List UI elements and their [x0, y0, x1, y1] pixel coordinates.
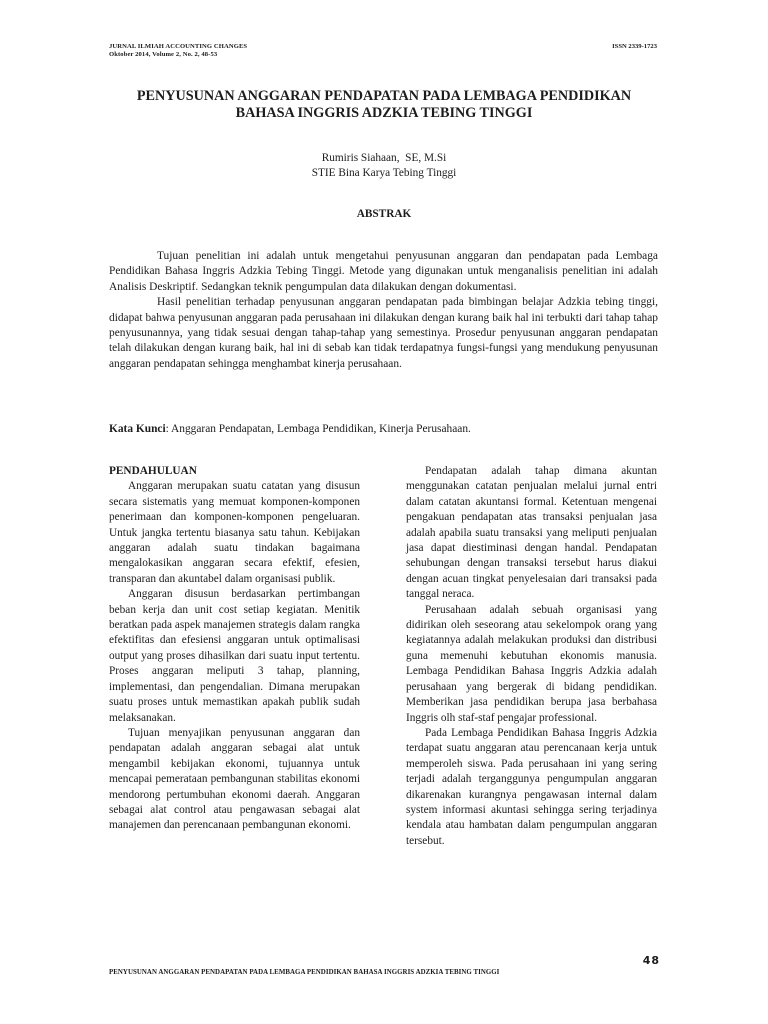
abstract-body	[109, 249, 658, 372]
right-column	[406, 464, 657, 849]
journal-name: JURNAL ILMIAH ACCOUNTING CHANGES	[109, 43, 248, 50]
page-number: 48	[642, 954, 660, 967]
journal-issn: ISSN 2339-1723	[612, 43, 657, 50]
journal-issue: Oktober 2014, Volume 2, No. 2, 48-53	[109, 51, 218, 59]
section-heading: PENDAHULUAN	[109, 465, 197, 477]
paper-title	[100, 88, 668, 121]
abstract-paragraph: Tujuan penelitian ini adalah untuk mengetahui penyusunan anggaran dan pendapatan pada Lembaga Pendidikan Bahasa Inggris Adzkia Tebing Tinggi. Metode yang digunakan untuk menganalisis penelitian ini adalah Analisis Deskriptif. Sedangkan teknik pengumpulan data dilakukan dengan dokumentasi.	[109, 250, 658, 293]
left-column	[109, 464, 360, 834]
keywords	[109, 423, 658, 435]
body-paragraph: Tujuan menyajikan penyusunan anggaran dan pendapatan adalah anggaran sebagai alat untuk mengambil kebijakan ekonomi, tujuannya untuk mencapai pemerataan pembangunan stabilitas ekonomi mendorong pertumbuhan ekonomi daerah. Anggaran sebagai alat control atau pengawasan sebagai alat manajemen dan perencanaan pembangunan ekonomi.	[109, 726, 360, 832]
author-name: Rumiris Siahaan, SE, M.Si	[321, 152, 447, 164]
journal-header	[109, 43, 247, 60]
abstract-paragraph: Hasil penelitian terhadap penyusunan anggaran pendapatan pada bimbingan belajar Adzkia tebing tinggi, didapat bahwa penyusunan anggaran pada perusahaan ini dilakukan dengan kurang baik hal ini terbukti dari tahap tahap penyusunannya, yang tidak sesuai dengan tahap-tahap yang semestinya. Prosedur penyusunan anggaran pendapatan telah dilakukan dengan kurang baik, hal ini di sebab kan tidak terdapatnya fungsi-fungsi yang mendukung penyusunan anggaran pendapatan sehingga menghambat kinerja perusahaan.	[109, 296, 658, 370]
body-paragraph: Pada Lembaga Pendidikan Bahasa Inggris Adzkia terdapat suatu anggaran atau perencanaan kerja untuk memperoleh siswa. Pada perusahaan ini yang sering terjadi adalah terganggunya pengumpulan anggaran dikarenakan kurangnya pengawasan internal dalam system informasi akuntasi sehingga sering terjadinya kendala atau hambatan dalam pengumpulan anggaran tersebut.	[406, 726, 657, 847]
body-paragraph: Anggaran merupakan suatu catatan yang disusun secara sistematis yang memuat komponen-komponen penerimaan dan komponen-komponen pengeluaran. Untuk jangka tertentu biasanya satu tahun. Kebijakan anggaran adalah suatu tindakan bagaimana mengalokasikan anggaran secara efektif, efesien, transparan dan akuntabel dalam organisasi publik.	[109, 480, 360, 585]
body-paragraph: Perusahaan adalah sebuah organisasi yang didirikan oleh seseorang atau sekelompok orang yang kegiatannya adalah melakukan produksi dan distribusi guna memenuhi kebutuhan ekonomis manusia. Lembaga Pendidikan Bahasa Inggris Adzkia adalah perusahaan yang bergerak di bidang pendidikan. Memberikan jasa pendidikan berupa jasa berbahasa Inggris olh staf-staf pengajar professional.	[406, 603, 657, 724]
keywords-text: : Anggaran Pendapatan, Lembaga Pendidikan, Kinerja Perusahaan.	[165, 423, 471, 435]
body-paragraph: Pendapatan adalah tahap dimana akuntan menggunakan catatan penjualan melalui jurnal entri dalam catatan akuntansi formal. Ketentuan mengenai pengakuan pendapatan atas transaksi penjualan jasa adalah apabila suatu transaksi yang meliputi penjualan jasa dapat diestiminasi dengan handal. Pendapatan sehubungan dengan transaksi tersebut harus diakui dengan acuan tingkat penyelesaian dari transaksi pada tanggal neraca.	[406, 465, 657, 601]
body-paragraph: Anggaran disusun berdasarkan pertimbangan beban kerja dan unit cost setiap kegiatan. Menitik beratkan pada aspek manajemen strategis dalam rangka efektifitas dan efesiensi anggaran untuk optimalisasi output yang proses dihasilkan dari suatu input tertentu. Proses anggaran meliputi 3 tahap, planning, implementasi, dan pengendalian. Dimana merupakan suatu proses untuk memastikan apakah publik sudah melaksanakan.	[109, 588, 360, 724]
keywords-label: Kata Kunci	[109, 423, 166, 435]
abstract-heading: ABSTRAK	[356, 208, 412, 220]
author-block	[100, 151, 668, 180]
author-affiliation: STIE Bina Karya Tebing Tinggi	[311, 166, 457, 179]
title-line-1: PENYUSUNAN ANGGARAN PENDAPATAN PADA LEMBAGA PENDIDIKAN	[136, 88, 632, 104]
running-footer: PENYUSUNAN ANGGARAN PENDAPATAN PADA LEMBAGA PENDIDIKAN BAHASA INGGRIS ADZKIA TEBING TINGGI	[109, 969, 500, 976]
title-line-2: BAHASA INGGRIS ADZKIA TEBING TINGGI	[235, 104, 533, 121]
